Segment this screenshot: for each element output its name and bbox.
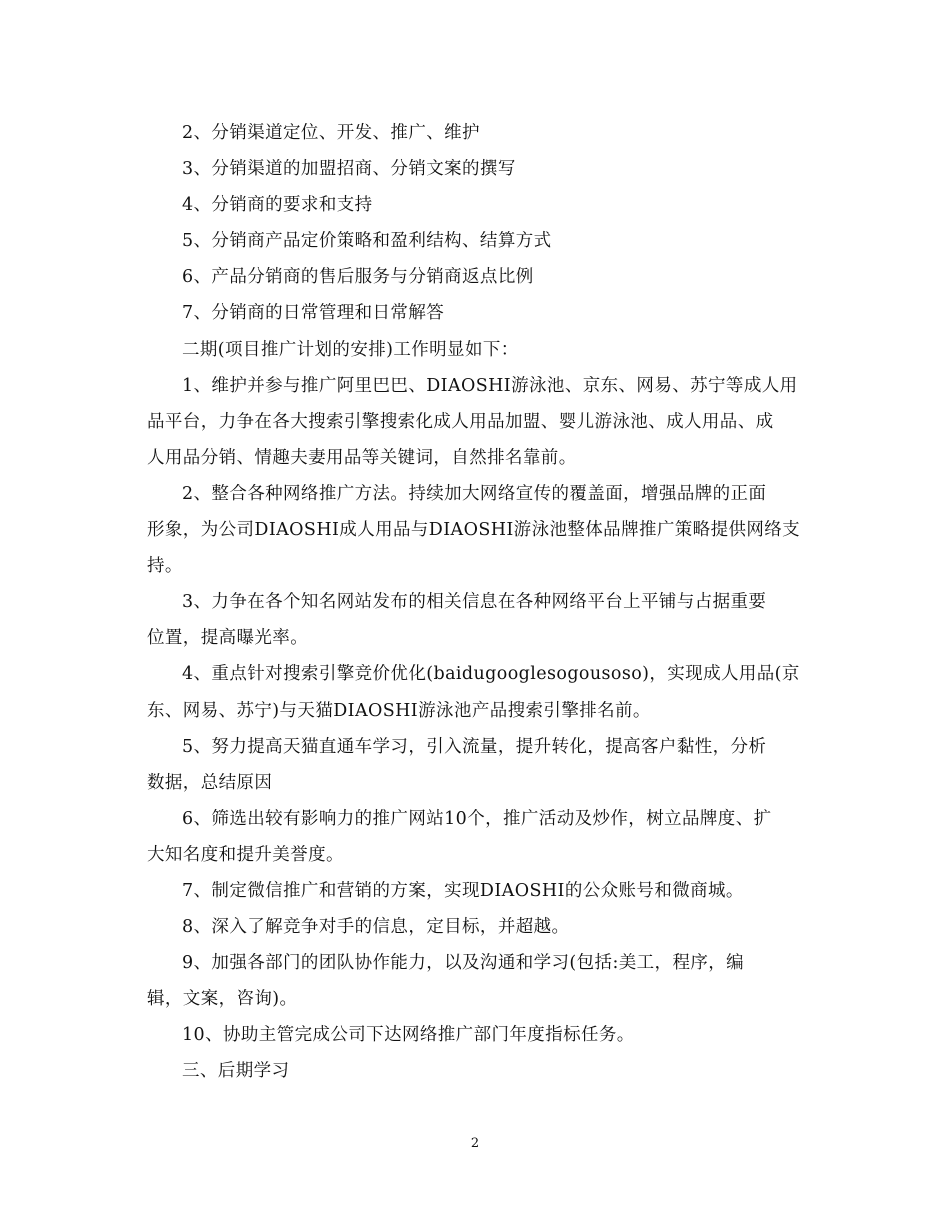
text-line: 6、产品分销商的售后服务与分销商返点比例 bbox=[182, 267, 534, 288]
body-text bbox=[147, 115, 807, 1090]
text-line: 10、协助主管完成公司下达网络推广部门年度指标任务。 bbox=[182, 1025, 635, 1046]
text-line: 辑，文案，咨询)。 bbox=[147, 989, 298, 1010]
text-line: 7、分销商的日常管理和日常解答 bbox=[182, 303, 445, 324]
text-line: 东、网易、苏宁)与天猫DIAOSHI游泳池产品搜索引擎排名前。 bbox=[147, 700, 651, 721]
text-line: 3、分销渠道的加盟招商、分销文案的撰写 bbox=[182, 159, 516, 180]
text-line: 数据，总结原因 bbox=[147, 772, 273, 793]
text-line: 人用品分销、情趣夫妻用品等关键词，自然排名靠前。 bbox=[147, 447, 577, 468]
page-number: 2 bbox=[470, 1136, 480, 1151]
text-line: 9、加强各部门的团队协作能力，以及沟通和学习(包括:美工，程序，编 bbox=[182, 953, 745, 974]
text-line: 5、分销商产品定价策略和盈利结构、结算方式 bbox=[182, 231, 552, 252]
text-line: 品平台，力争在各大搜索引擎搜索化成人用品加盟、婴儿游泳池、成人用品、成 bbox=[147, 411, 774, 432]
text-line: 二期(项目推广计划的安排)工作明显如下： bbox=[182, 339, 519, 360]
text-line: 7、制定微信推广和营销的方案，实现DIAOSHI的公众账号和微商城。 bbox=[182, 880, 744, 901]
text-line: 2、分销渠道定位、开发、推广、维护 bbox=[182, 123, 480, 143]
text-line: 形象，为公司DIAOSHI成人用品与DIAOSHI游泳池整体品牌推广策略提供网络支 bbox=[147, 520, 801, 541]
text-line: 4、分销商的要求和支持 bbox=[182, 195, 373, 216]
text-line: 三、后期学习 bbox=[182, 1061, 290, 1082]
text-line: 持。 bbox=[147, 556, 183, 577]
text-line: 4、重点针对搜索引擎竞价优化(baidugooglesogousoso)，实现成人用品(京 bbox=[182, 664, 800, 685]
text-line: 大知名度和提升美誉度。 bbox=[147, 844, 344, 865]
text-line: 5、努力提高天猫直通车学习，引入流量，提升转化，提高客户黏性，分析 bbox=[182, 736, 767, 757]
text-line: 6、筛选出较有影响力的推广网站10个，推广活动及炒作，树立品牌度、扩 bbox=[182, 808, 772, 829]
text-line: 8、深入了解竞争对手的信息，定目标，并超越。 bbox=[182, 917, 570, 938]
text-line: 位置，提高曝光率。 bbox=[147, 628, 309, 649]
text-line: 2、整合各种网络推广方法。持续加大网络宣传的覆盖面，增强品牌的正面 bbox=[182, 483, 767, 504]
text-line: 1、维护并参与推广阿里巴巴、DIAOSHI游泳池、京东、网易、苏宁等成人用 bbox=[182, 375, 798, 396]
text-line: 3、力争在各个知名网站发布的相关信息在各种网络平台上平铺与占据重要 bbox=[182, 592, 767, 613]
